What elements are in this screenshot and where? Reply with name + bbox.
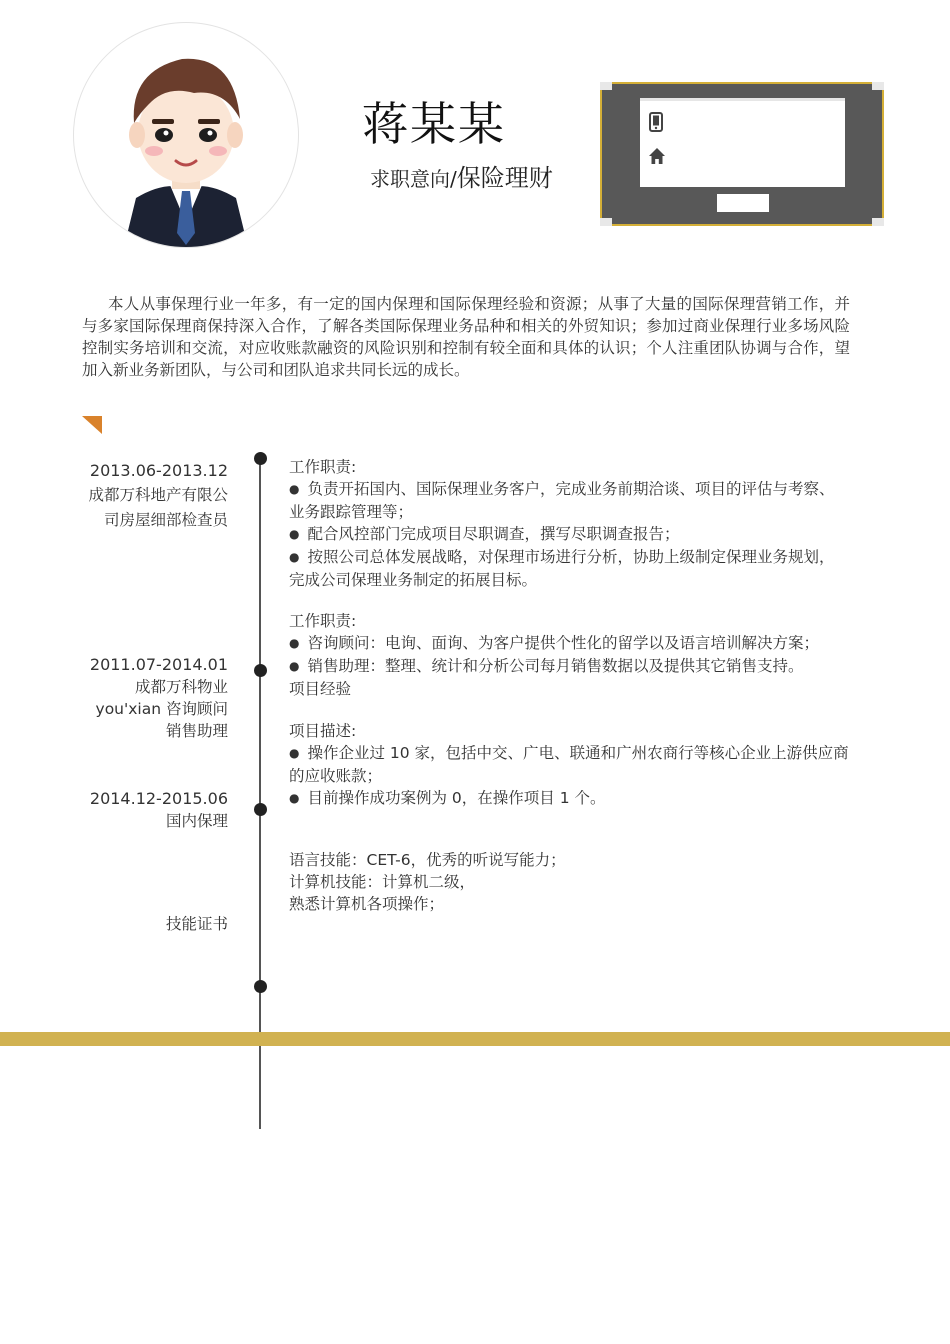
phone-icon xyxy=(649,112,663,136)
card-corner xyxy=(872,218,884,226)
home-icon xyxy=(648,147,666,169)
self-summary: 本人从事保理行业一年多，有一定的国内保理和国际保理经验和资源；从事了大量的国际保理营销工作，并与多家国际保理商保持深入合作，了解各类国际保理业务品种和相关的外贸知识；参加过商业保理行业多场风险控制实务培训和交流，对应收账款融资的风险识别和控制有较全面和具体的认识；个人注重团队协调与合作，望加入新业务新团队，与公司和团队追求共同长远的成长。 xyxy=(82,295,850,379)
experience-1-date: 2013.06-2013.12 xyxy=(89,461,228,480)
job-intention-label: 求职意向/ xyxy=(370,167,457,191)
skill-line: 语言技能：CET-6，优秀的听说写能力； xyxy=(289,851,566,869)
project-item: ● 操作企业过 10 家，包括中交、广电、联通和广州农商行等核心企业上游供应商的应收账款； xyxy=(289,742,849,787)
card-corner xyxy=(600,218,612,226)
candidate-name: 蒋某某 xyxy=(362,97,506,151)
timeline-dot xyxy=(254,803,267,816)
timeline-line xyxy=(259,457,261,1129)
experience-3-date: 2014.12-2015.06 xyxy=(89,789,228,808)
duty-item: ● 销售助理：整理、统计和分析公司每月销售数据以及提供其它销售支持。 xyxy=(289,655,849,678)
skills-details xyxy=(289,849,849,915)
avatar-illustration xyxy=(74,23,298,247)
job-intention xyxy=(370,158,553,193)
project-experience-heading: 项目经验 xyxy=(289,680,352,698)
card-badge xyxy=(717,194,769,212)
skills-label: 技能证书 xyxy=(165,915,228,933)
job-intention-value: 保险理财 xyxy=(456,164,553,192)
duty-item: ● 咨询顾问：电询、面询、为客户提供个性化的留学以及语言培训解决方案； xyxy=(289,632,849,655)
project-details xyxy=(289,720,849,810)
duties-heading: 工作职责: xyxy=(289,612,357,630)
duty-item: ● 按照公司总体发展战略，对保理市场进行分析，协助上级制定保理业务规划，完成公司保理业务制定的拓展目标。 xyxy=(289,546,849,591)
duties-heading: 工作职责: xyxy=(289,458,357,476)
experience-3-meta xyxy=(68,788,228,832)
contact-card xyxy=(600,82,884,226)
experience-2-role-2: 销售助理 xyxy=(165,722,228,740)
experience-2-date: 2011.07-2014.01 xyxy=(89,655,228,674)
experience-2-org: 成都万科物业 xyxy=(134,678,228,696)
card-corner xyxy=(600,82,612,90)
timeline-dot xyxy=(254,664,267,677)
footer-gold-bar xyxy=(0,1032,950,1046)
skill-line: 计算机技能：计算机二级， xyxy=(289,873,476,891)
experience-2-meta xyxy=(68,654,228,742)
experience-1-org: 成都万科地产有限公司房屋细部检查员 xyxy=(88,486,228,529)
experience-2-role: you'xian 咨询顾问 xyxy=(95,700,228,718)
duty-item: ● 负责开拓国内、国际保理业务客户，完成业务前期洽谈、项目的评估与考察、业务跟踪管理等； xyxy=(289,478,849,523)
experience-1-details xyxy=(289,456,849,591)
skill-line: 熟悉计算机各项操作； xyxy=(289,895,445,913)
timeline-dot xyxy=(254,452,267,465)
experience-2-details xyxy=(289,610,849,700)
section-flag-icon xyxy=(82,416,102,434)
contact-panel xyxy=(640,98,845,187)
project-heading: 项目描述: xyxy=(289,722,357,740)
avatar xyxy=(73,22,299,248)
experience-1-meta xyxy=(78,458,228,533)
timeline-dot xyxy=(254,980,267,993)
experience-3-org: 国内保理 xyxy=(165,812,228,830)
project-item: ● 目前操作成功案例为 0，在操作项目 1 个。 xyxy=(289,787,849,810)
duty-item: ● 配合风控部门完成项目尽职调查，撰写尽职调查报告； xyxy=(289,523,849,546)
card-corner xyxy=(872,82,884,90)
